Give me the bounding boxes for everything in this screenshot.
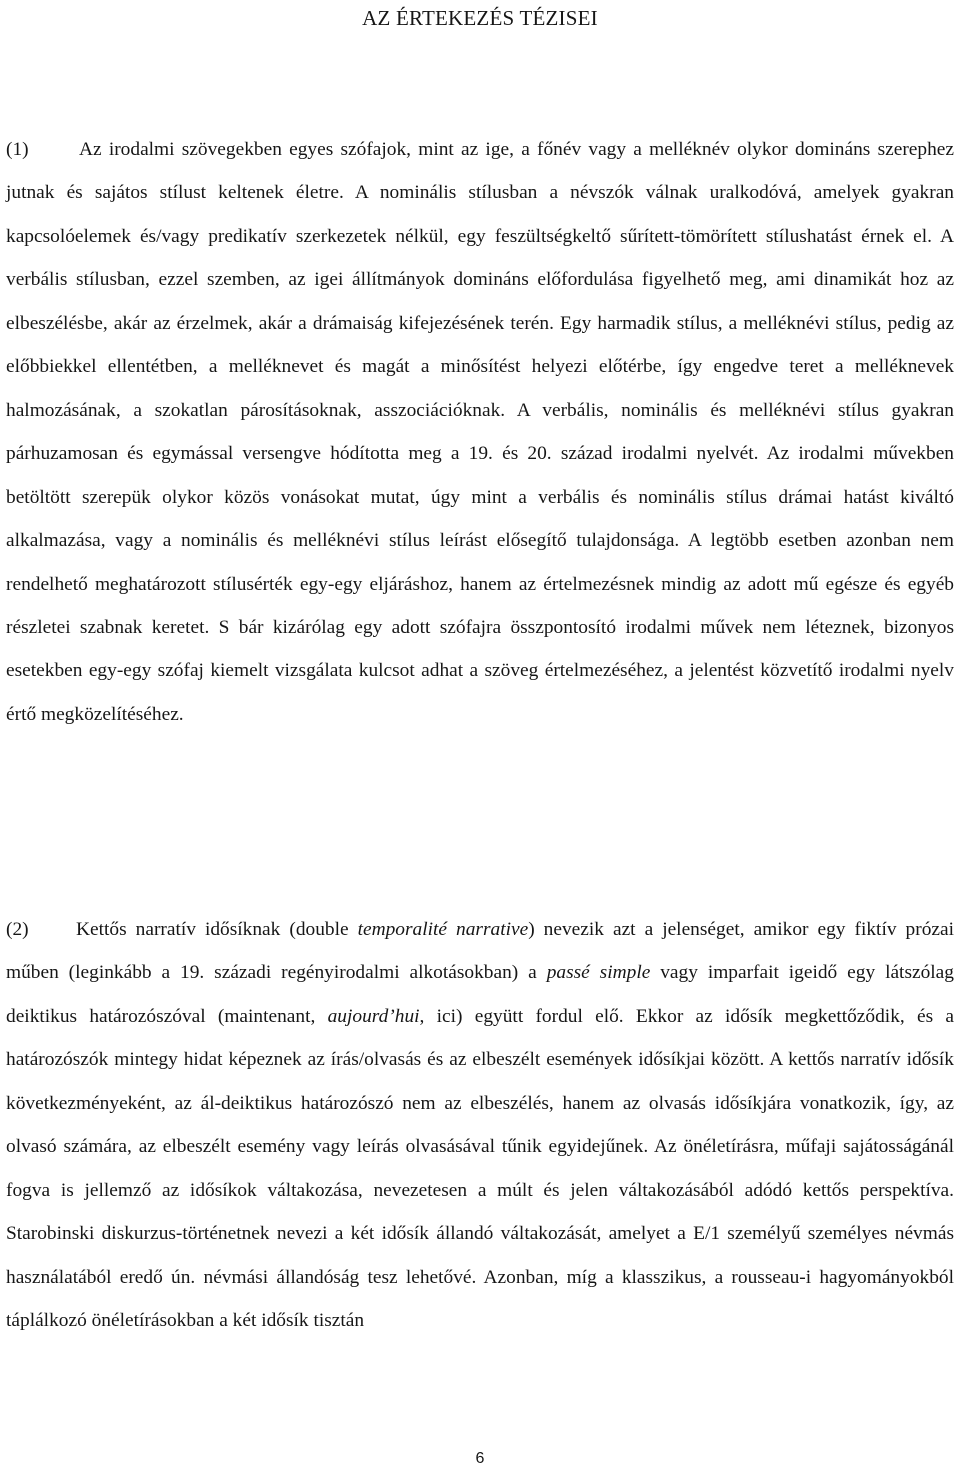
thesis-italic-term: temporalité narrative	[357, 919, 529, 940]
thesis-paragraph-2	[6, 908, 954, 1343]
thesis-italic-term: passé simple	[546, 962, 651, 984]
thesis-number: (1)	[6, 139, 29, 160]
thesis-paragraph-1	[6, 128, 954, 736]
thesis-italic-term: aujourd’hui	[327, 1005, 420, 1027]
thesis-text-segment: ) nevezik azt a jelenséget, amikor egy fiktív prózai műben (leginkább a 19. századi regényirodalmi alkotásokban) a	[6, 919, 954, 984]
thesis-text: Az irodalmi szövegekben egyes szófajok, mint az ige, a főnév vagy a melléknév olykor domináns szerephez jutnak és sajátos stílust keltenek életre. A nominális stílusban a névszók válnak uralkodóvá, amelyek gyakran kapcsolóelemek és/vagy predikatív szerkezetek nélkül, egy feszültségkeltő sűrített-tömörített stílushatást érnek el. A verbális stílusban, ezzel szemben, az igei állítmányok domináns előfordulása figyelhető meg, ami dinamikát hoz az elbeszélésbe, akár az érzelmek, akár a drámaiság kifejezésének terén. Egy harmadik stílus, a melléknévi stílus, pedig az előbbiekkel ellentétben, a melléknevet és magát a minősítést helyezi előtérbe, így engedve teret a melléknevek halmozásának, a szokatlan párosításoknak, asszociációknak. A verbális, nominális és melléknévi stílus gyakran párhuzamosan és egymással versengve hódította meg a 19. és 20. század irodalmi nyelvét. Az irodalmi művekben betöltött szerepük olykor közös vonásokat mutat, úgy mint a verbális és nominális stílus drámai hatást kiváltó alkalmazása, vagy a nominális és melléknévi stílus leírást elősegítő tulajdonsága. A legtöbb esetben azonban nem rendelhető meghatározott stílusérték egy-egy eljáráshoz, hanem az értelmezésnek mindig az adott mű egésze és egyéb részletei szabnak keretet. S bár kizárólag egy adott szófajra összpontosító irodalmi művek nem léteznek, bizonyos esetekben egy-egy szófaj kiemelt vizsgálata kulcsot adhat a szöveg értelmezéséhez, a jelentést közvetítő irodalmi nyelv értő megközelítéséhez.	[6, 139, 954, 725]
thesis-text-segment: , ici) együtt fordul elő. Ekkor az idősík megkettőződik, és a határozószók mintegy hidat képeznek az írás/olvasás és az elbeszélt események idősíkjai között. A kettős narratív idősík következményeként, az ál-deiktikus határozószó nem az elbeszélés, hanem az olvasás idősíkjára vonatkozik, így, az olvasó számára, az elbeszélt esemény vagy leírás olvasásával tűnik egyidejűnek. Az önéletírásra, műfaji sajátosságánál fogva is jellemző az idősíkok váltakozása, nevezetesen a múlt és jelen váltakozásából adódó kettős perspektíva. Starobinski diskurzus-történetnek nevezi a két idősík állandó váltakozását, amelyet a E/1 személyű személyes névmás használatából eredő ún. névmási állandóság tesz lehetővé. Azonban, míg a klasszikus, a rousseau-i hagyományokból táplálkozó önéletírásokban a két idősík tisztán	[6, 1005, 955, 1332]
thesis-text-segment: vagy imparfait igeidő egy látszólag deiktikus határozószóval (maintenant,	[6, 962, 954, 1027]
thesis-text-segment: Kettős narratív idősíknak (double	[76, 919, 358, 940]
page-number: 6	[475, 1450, 485, 1467]
page-title: AZ ÉRTEKEZÉS TÉZISEI	[362, 6, 598, 30]
thesis-number: (2)	[6, 919, 29, 940]
